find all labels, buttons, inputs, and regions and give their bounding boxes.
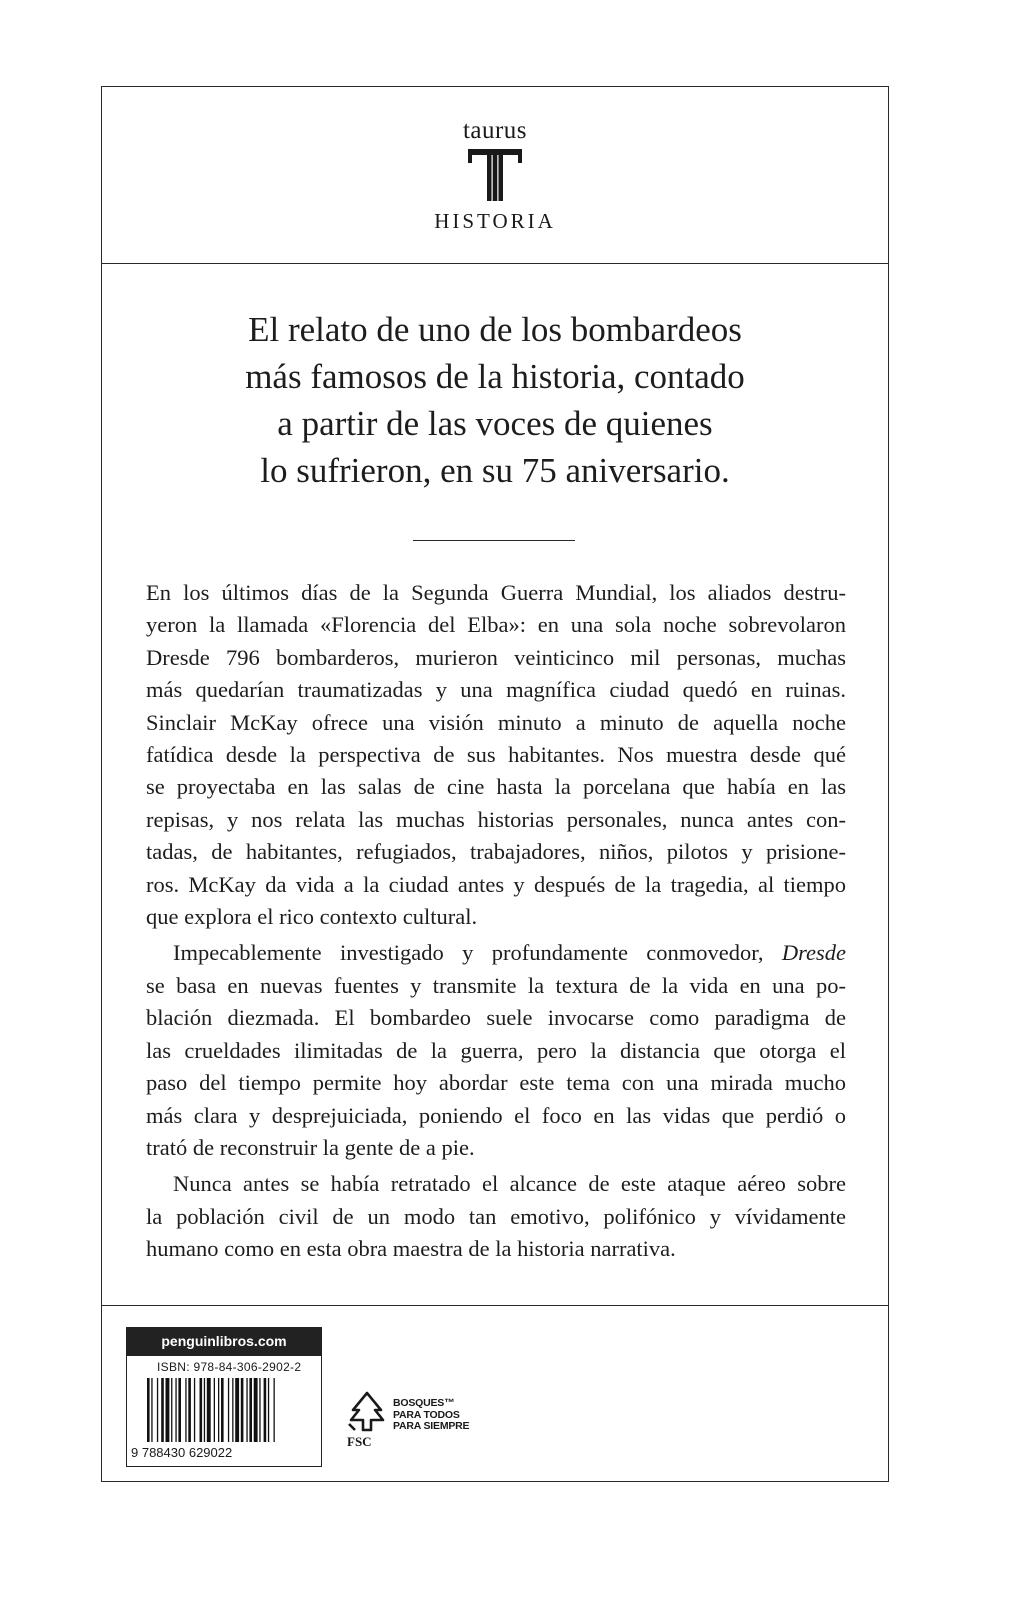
fsc-slogan-line: BOSQUES™ [393, 1397, 455, 1409]
blurb-line: más quedarían traumatizadas y una magnífica ciudad quedó en ruinas. [146, 677, 846, 703]
blurb-line: se proyectaba en las salas de cine hasta la porcelana que había en las [146, 774, 846, 800]
blurb-line: blación diezmada. El bombardeo suele invocarse como paradigma de [146, 1005, 846, 1031]
blurb-line: paso del tiempo permite hoy abordar este tema con una mirada mucho [146, 1070, 846, 1096]
barcode-digits: 9 788430 629022 [131, 1445, 233, 1460]
blurb-line: más clara y desprejuiciada, poniendo el foco en las vidas que perdió o [146, 1102, 846, 1128]
fsc-certification [345, 1390, 495, 1462]
blurb-line: fatídica desde la perspectiva de sus habitantes. Nos muestra desde qué [146, 742, 846, 768]
blurb-line: tadas, de habitantes, refugiados, trabajadores, niños, pilotos y prisione- [146, 839, 846, 865]
brand-name: taurus [462, 117, 528, 144]
blurb-text: Impecablemente investigado y profundamente conmovedor, [173, 940, 782, 966]
website-label: penguinlibros.com [126, 1327, 322, 1355]
fsc-tree-icon [345, 1390, 389, 1436]
blurb-line: repisas, y nos relata las muchas historias personales, nunca antes con- [146, 806, 846, 832]
tagline-line: El relato de uno de los bombardeos [248, 310, 742, 349]
isbn-barcode [126, 1355, 322, 1467]
blurb-line: humano como en esta obra maestra de la historia narrativa. [146, 1236, 676, 1262]
barcode-icon [147, 1378, 311, 1448]
tagline-rule [413, 540, 575, 541]
blurb-line: que explora el rico contexto cultural. [146, 904, 478, 930]
blurb-line: En los últimos días de la Segunda Guerra Mundial, los aliados destru- [146, 580, 846, 605]
blurb-line: Dresde 796 bombarderos, murieron veinticinco mil personas, muchas [146, 644, 846, 670]
tagline-line: más famosos de la historia, contado [245, 357, 745, 396]
blurb-line: yeron la llamada «Florencia del Elba»: en una sola noche sobrevolaron [146, 612, 846, 638]
fsc-slogan [393, 1398, 469, 1433]
fsc-slogan-line: PARA TODOS [393, 1408, 460, 1421]
publisher-brand [102, 117, 888, 234]
blurb-line: la población civil de un modo tan emotivo, polifónico y vívidamente [146, 1203, 846, 1229]
collection-name: HISTORIA [434, 209, 556, 233]
isbn-number: ISBN: 978-84-306-2902-2 [157, 1360, 302, 1374]
blurb-line: Sinclair McKay ofrece una visión minuto a minuto de aquella noche [146, 709, 846, 735]
tagline [142, 306, 848, 494]
tagline-line: a partir de las voces de quienes [277, 404, 713, 443]
book-blurb [146, 577, 846, 1266]
footer-divider [102, 1305, 888, 1306]
blurb-line: se basa en nuevas fuentes y transmite la textura de la vida en una po- [146, 972, 846, 998]
book-title-italic: Dresde [781, 940, 846, 966]
back-cover-frame [101, 86, 889, 1482]
fsc-slogan-line: PARA SIEMPRE [393, 1420, 470, 1432]
blurb-line: las crueldades ilimitadas de la guerra, pero la distancia que otorga el [146, 1037, 846, 1063]
blurb-line: trató de reconstruir la gente de a pie. [146, 1134, 475, 1160]
tagline-line: lo sufrieron, en su 75 aniversario. [260, 451, 730, 490]
fsc-label: FSC [347, 1434, 372, 1449]
header-divider [102, 263, 888, 264]
taurus-t-logo-icon [467, 149, 523, 201]
blurb-line: Nunca antes se había retratado el alcance de este ataque aéreo sobre [173, 1171, 846, 1197]
blurb-line: ros. McKay da vida a la ciudad antes y después de la tragedia, al tiempo [146, 871, 846, 897]
blurb-line [146, 937, 846, 969]
